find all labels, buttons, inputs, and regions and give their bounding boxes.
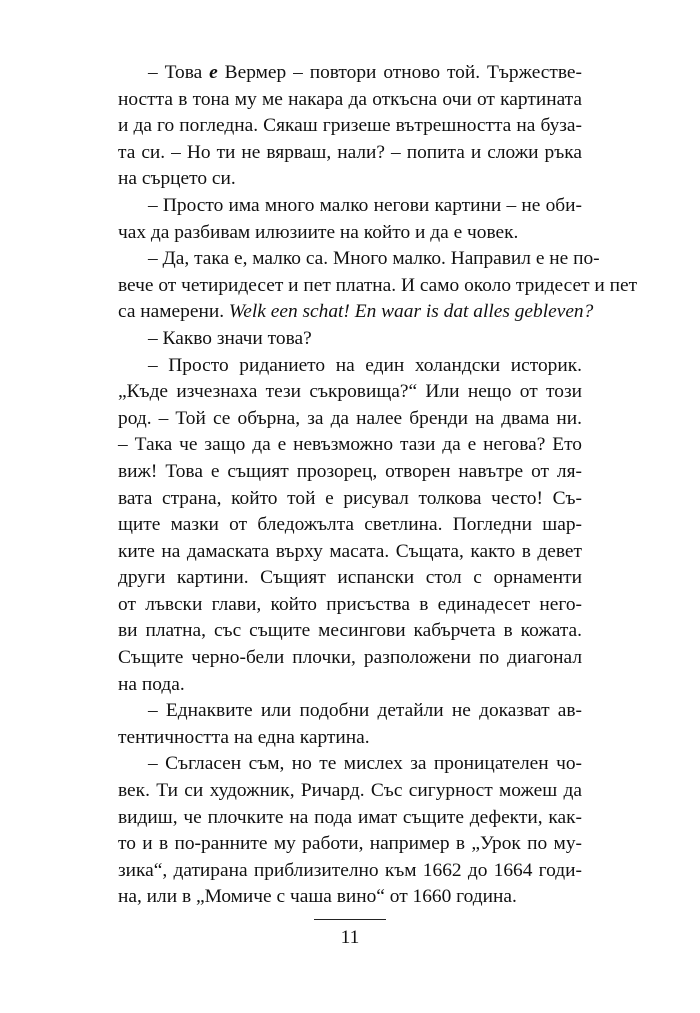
text-line — [118, 778, 582, 805]
text-segment: други картини. Същият испански стол с орнаменти — [118, 567, 582, 589]
text-segment: вата страна, който той е рисувал толкова често! Съ- — [118, 487, 582, 509]
text-segment: – Да, така е, малко са. Много малко. Направил е не по- — [148, 248, 600, 270]
text-segment: ките на дамаската върху масата. Същата, както в девет — [118, 540, 582, 562]
italic-text: Welk een schat! En waar is dat alles gebleven? — [228, 301, 594, 323]
emphasis-text: е — [209, 62, 218, 83]
text-line — [118, 406, 582, 433]
text-segment: на пода. — [118, 673, 185, 695]
page-number: 11 — [340, 927, 360, 948]
text-line — [118, 140, 582, 167]
text-segment: от лъвски глави, който присъства в единадесет него- — [118, 593, 582, 615]
text-line — [118, 459, 582, 486]
text-segment: ви платна, със същите месингови кабърчета в кожата. — [118, 620, 582, 642]
text-segment: Същите черно-бели плочки, разположени по диагонал — [118, 647, 582, 669]
text-line — [118, 645, 582, 672]
text-line — [118, 831, 582, 858]
text-segment: – Съгласен съм, но те мислех за проницателен чо- — [148, 753, 582, 775]
text-line — [118, 113, 582, 140]
text-segment: видиш, че плочките на пода имат същите дефекти, как- — [118, 806, 582, 828]
text-line — [118, 220, 582, 247]
text-segment: – Какво значи това? — [148, 327, 312, 349]
text-segment: вече от четиридесет и пет платна. И само около тридесет и пет — [118, 274, 638, 296]
text-segment: – Просто риданието на един холандски историк. — [148, 354, 582, 376]
text-line — [118, 432, 582, 459]
text-segment: та си. – Но ти не вярваш, нали? – попита и сложи ръка — [118, 141, 582, 163]
text-segment: век. Ти си художник, Ричард. Със сигурност можеш да — [118, 780, 582, 802]
text-line — [118, 592, 582, 619]
text-line — [118, 751, 582, 778]
text-line — [118, 805, 582, 832]
text-segment: род. – Той се обърна, за да налее бренди на двама ни. — [118, 407, 582, 429]
text-line — [118, 618, 582, 645]
text-segment: са намерени. — [118, 301, 229, 323]
text-segment: тентичността на една картина. — [118, 726, 370, 748]
footer-rule — [314, 919, 386, 920]
text-segment: виж! Това е същият прозорец, отворен навътре от ля- — [118, 460, 582, 482]
text-line — [118, 246, 600, 273]
text-segment: зика“, датирана приблизително към 1662 до 1664 годи- — [118, 859, 582, 881]
text-line — [118, 379, 582, 406]
text-line — [118, 486, 582, 513]
text-line — [118, 565, 582, 592]
body-text — [118, 60, 638, 911]
text-segment: – Така че защо да е невъзможно тази да е негова? Ето — [118, 434, 582, 456]
text-segment: чах да разбивам илюзиите на който и да е човек. — [118, 221, 519, 243]
text-segment: щите мазки от бледожълта светлина. Погледни шар- — [118, 514, 582, 536]
text-segment: то и в по-ранните му работи, например в „Урок по му- — [118, 833, 582, 855]
text-line — [118, 60, 582, 87]
text-segment: на, или в „Момиче с чаша вино“ от 1660 година. — [118, 886, 517, 908]
text-line — [118, 539, 582, 566]
text-line — [118, 858, 582, 885]
text-line — [118, 299, 594, 326]
text-line — [118, 884, 582, 911]
text-segment: – Това — [148, 62, 210, 83]
text-line — [118, 326, 582, 353]
text-segment: и да го погледна. Сякаш гризеше вътрешността на буза- — [118, 115, 582, 137]
text-line — [118, 273, 638, 300]
text-line — [118, 725, 582, 752]
text-segment: Вермер – повтори отново той. Тържестве- — [217, 62, 582, 83]
text-segment: ността в тона му ме накара да откъсна очи от картината — [118, 88, 582, 110]
text-segment: – Просто има много малко негови картини – не оби- — [148, 194, 582, 216]
text-line — [118, 353, 582, 380]
text-segment: – Еднаквите или подобни детайли не доказват ав- — [148, 700, 582, 722]
text-line — [118, 87, 582, 114]
text-line — [118, 193, 582, 220]
text-line — [118, 512, 582, 539]
text-line — [118, 672, 582, 699]
text-segment: „Къде изчезнаха тези съкровища?“ Или нещо от този — [118, 381, 582, 403]
text-line — [118, 698, 582, 725]
text-line — [118, 166, 582, 193]
text-segment: на сърцето си. — [118, 168, 236, 190]
